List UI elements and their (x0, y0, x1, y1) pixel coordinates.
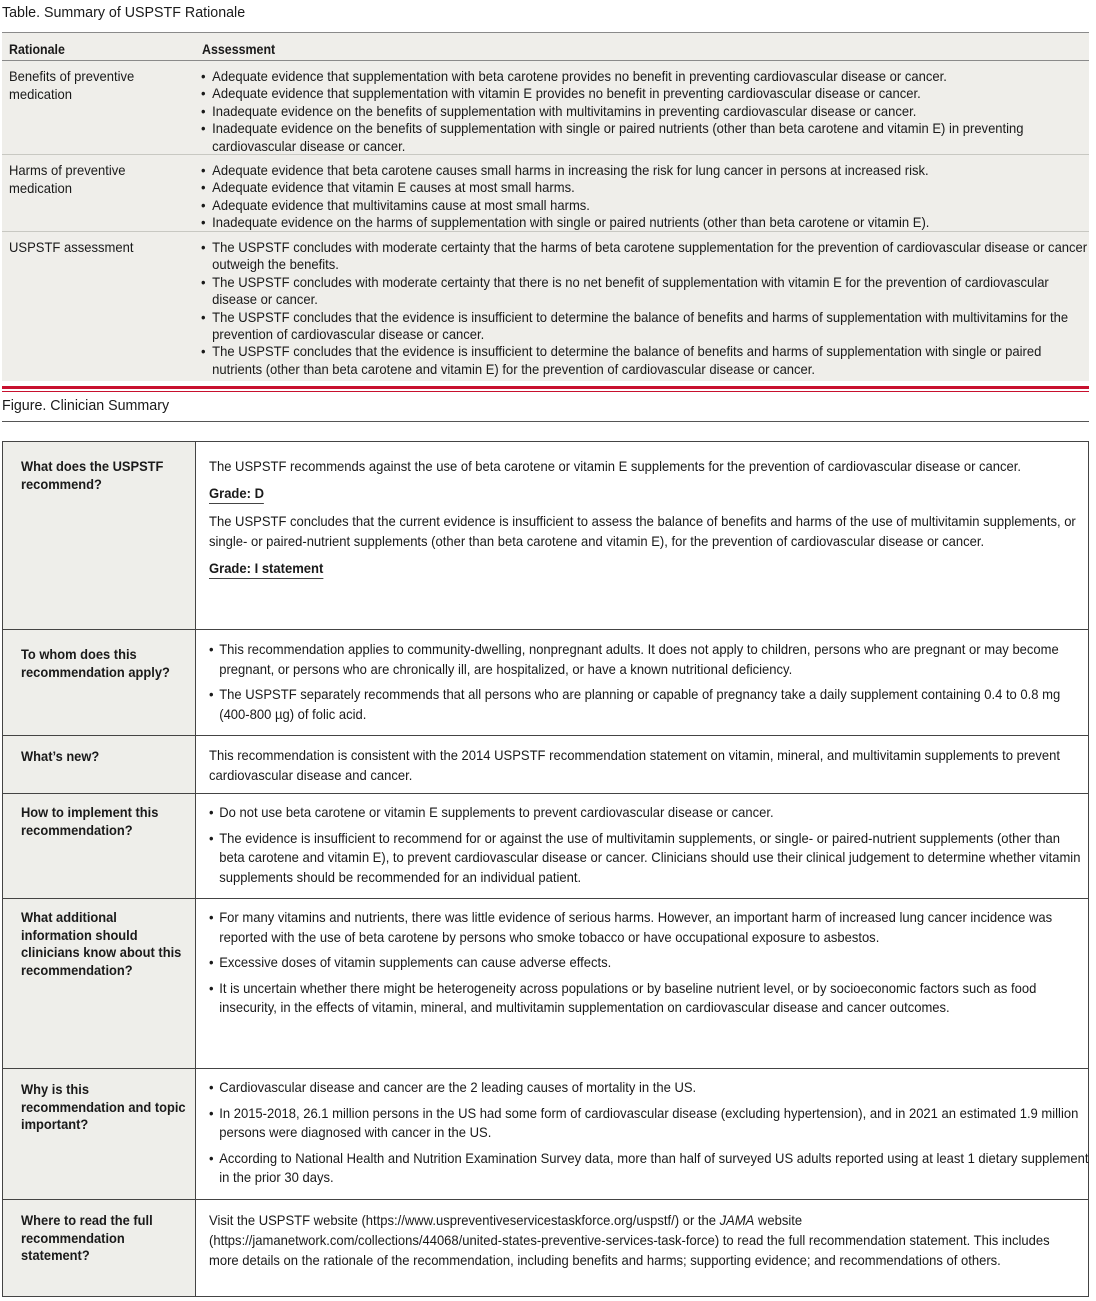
assessment-item: • Adequate evidence that vitamin E causes at most small harms. (201, 179, 1092, 196)
table-title: Table. Summary of USPSTF Rationale (2, 4, 246, 21)
summary-bullet: • It is uncertain whether there might be heterogeneity across populations or by baseline nutrient level, or by socioeconomic factors such as food insecurity, in the effects of vitamin, mineral, and multivitamin supplementation on cardiovascular disease and cancer outcomes. (209, 979, 1089, 1018)
figure-title-rule (2, 421, 1089, 422)
assessment-list (201, 162, 1081, 232)
summary-question: What additional information should clinicians know about this recommendation? (21, 909, 182, 978)
assessment-item: • Inadequate evidence on the benefits of supplementation with multivitamins in preventing cardiovascular disease or cancer. (201, 103, 1092, 120)
row-label: Harms of preventive medication (9, 162, 126, 196)
assessment-item: • The USPSTF concludes with moderate certainty that there is no net benefit of supplementation with vitamin E for the prevention of cardiovascular disease or cancer. (201, 274, 1092, 309)
summary-bullet: • The evidence is insufficient to recommend for or against the use of multivitamin supplements, or single- or paired-nutrient supplements (other than beta carotene and vitamin E), to prevent cardiovascular disease or cancer. Clinicians should use their clinical judgement to determine whether vitamin supplements should be recommended for an individual patient. (209, 829, 1089, 888)
summary-bullet: • For many vitamins and nutrients, there was little evidence of serious harms. However, an important harm of increased lung cancer incidence was reported with the use of beta carotene by persons who smoke tobacco or have occupational exposure to asbestos. (209, 908, 1089, 947)
assessment-item: • Inadequate evidence on the benefits of supplementation with single or paired nutrients (other than beta carotene and vitamin E) in preventing cardiovascular disease or cancer. (201, 120, 1092, 155)
summary-bullet: • Do not use beta carotene or vitamin E supplements to prevent cardiovascular disease or cancer. (209, 803, 1089, 823)
assessment-item: • The USPSTF concludes that the evidence is insufficient to determine the balance of benefits and harms of supplementation with single or paired nutrients (other than beta carotene and vitamin E) for the prevention of cardiovascular disease or cancer. (201, 343, 1092, 378)
summary-bullet: • Cardiovascular disease and cancer are the 2 leading causes of mortality in the US. (209, 1078, 1089, 1098)
grade-i-label: Grade: I statement (209, 558, 323, 579)
assessment-item: • Adequate evidence that supplementation with vitamin E provides no benefit in preventing cardiovascular disease or cancer. (201, 85, 1092, 102)
grade-d-label: Grade: D (209, 483, 264, 504)
summary-question: What does the USPSTF recommend? (21, 458, 164, 492)
rationale-table (2, 32, 1089, 381)
where-text: Visit the USPSTF website (https://www.uspreventiveservicestaskforce.org/uspstf/) or the JAMA website (https://jamanetwork.com/collections/44068/united-states-preventive-services-task-force) to read the full recommendation statement. This includes more details on the rationale of the recommendation, including benefits and harms; supporting evidence; and recommendations of others. (209, 1212, 1050, 1268)
row-label: Benefits of preventive medication (9, 68, 135, 102)
summary-question: Why is this recommendation and topic important? (21, 1081, 186, 1132)
whats-new-text: This recommendation is consistent with the 2014 USPSTF recommendation statement on vitamin, mineral, and multivitamin supplements to prevent cardiovascular disease and cancer. (209, 747, 1061, 783)
summary-row-whats-new (3, 735, 1088, 793)
recommendation-text: The USPSTF recommends against the use of beta carotene or vitamin E supplements for the prevention of cardiovascular disease or cancer. (209, 458, 1022, 474)
assessment-item: • Adequate evidence that supplementation with beta carotene provides no benefit in preventing cardiovascular disease or cancer. (201, 68, 1092, 85)
summary-answer (209, 1210, 1079, 1277)
recommendation-text: The USPSTF concludes that the current evidence is insufficient to assess the balance of benefits and harms of the use of multivitamin supplements, or single- or paired-nutrient supplements (other than beta carotene and vitamin E), for the prevention of cardiovascular disease or cancer. (209, 513, 1076, 549)
section-divider-thin (2, 391, 1089, 392)
clinician-summary (2, 441, 1089, 1297)
table-row-assessment (2, 231, 1089, 381)
assessment-item: • Adequate evidence that beta carotene causes small harms in increasing the risk for lung cancer in persons at increased risk. (201, 162, 1092, 179)
assessment-list (201, 68, 1081, 155)
assessment-item: • The USPSTF concludes with moderate certainty that the harms of beta carotene supplementation for the prevention of cardiovascular disease or cancer outweigh the benefits. (201, 239, 1092, 274)
summary-question: To whom does this recommendation apply? (21, 646, 170, 680)
summary-bullet: • In 2015-2018, 26.1 million persons in the US had some form of cardiovascular disease (excluding hypertension), and in 2021 an estimated 1.9 million persons were diagnosed with cancer in the US. (209, 1104, 1089, 1143)
assessment-item: • Adequate evidence that multivitamins cause at most small harms. (201, 197, 1092, 214)
table-header (2, 33, 1089, 61)
journal-name: JAMA (719, 1212, 755, 1228)
summary-question: Where to read the full recommendation statement? (21, 1212, 153, 1263)
table-row-benefits (2, 61, 1089, 154)
summary-answer (209, 640, 1079, 730)
section-divider (2, 386, 1089, 389)
summary-row-important (3, 1068, 1088, 1199)
summary-question: What’s new? (21, 748, 100, 764)
assessment-list (201, 239, 1088, 378)
summary-question: How to implement this recommendation? (21, 804, 159, 838)
summary-answer (209, 908, 1079, 1024)
column-header-rationale: Rationale (9, 42, 65, 57)
summary-answer (209, 456, 1079, 586)
summary-row-additional (3, 898, 1088, 1068)
summary-answer (209, 1078, 1089, 1194)
column-header-assessment: Assessment (202, 42, 276, 57)
assessment-item: • The USPSTF concludes that the evidence is insufficient to determine the balance of benefits and harms of supplementation with multivitamins for the prevention of cardiovascular disease or cancer. (201, 309, 1092, 344)
summary-row-recommend (3, 442, 1088, 629)
assessment-item: • Inadequate evidence on the harms of supplementation with single or paired nutrients (other than beta carotene or vitamin E). (201, 214, 1092, 231)
row-label: USPSTF assessment (9, 239, 134, 255)
summary-bullet: • This recommendation applies to community-dwelling, nonpregnant adults. It does not apply to children, persons who are pregnant or may become pregnant, or persons who are chronically ill, are hospitalized, or have a known nutritional deficiency. (209, 640, 1089, 679)
summary-bullet: • Excessive doses of vitamin supplements can cause adverse effects. (209, 953, 1089, 973)
figure-title: Figure. Clinician Summary (2, 397, 170, 414)
summary-bullet: • The USPSTF separately recommends that all persons who are planning or capable of pregnancy take a daily supplement containing 0.4 to 0.8 mg (400-800 µg) of folic acid. (209, 685, 1089, 724)
table-row-harms (2, 154, 1089, 231)
summary-answer (209, 745, 1079, 792)
summary-row-to-whom (3, 629, 1088, 735)
summary-row-where (3, 1199, 1088, 1296)
summary-bullet: • According to National Health and Nutrition Examination Survey data, more than half of surveyed US adults reported using at least 1 dietary supplement in the prior 30 days. (209, 1149, 1089, 1188)
summary-row-implement (3, 793, 1088, 898)
summary-answer (209, 803, 1079, 893)
